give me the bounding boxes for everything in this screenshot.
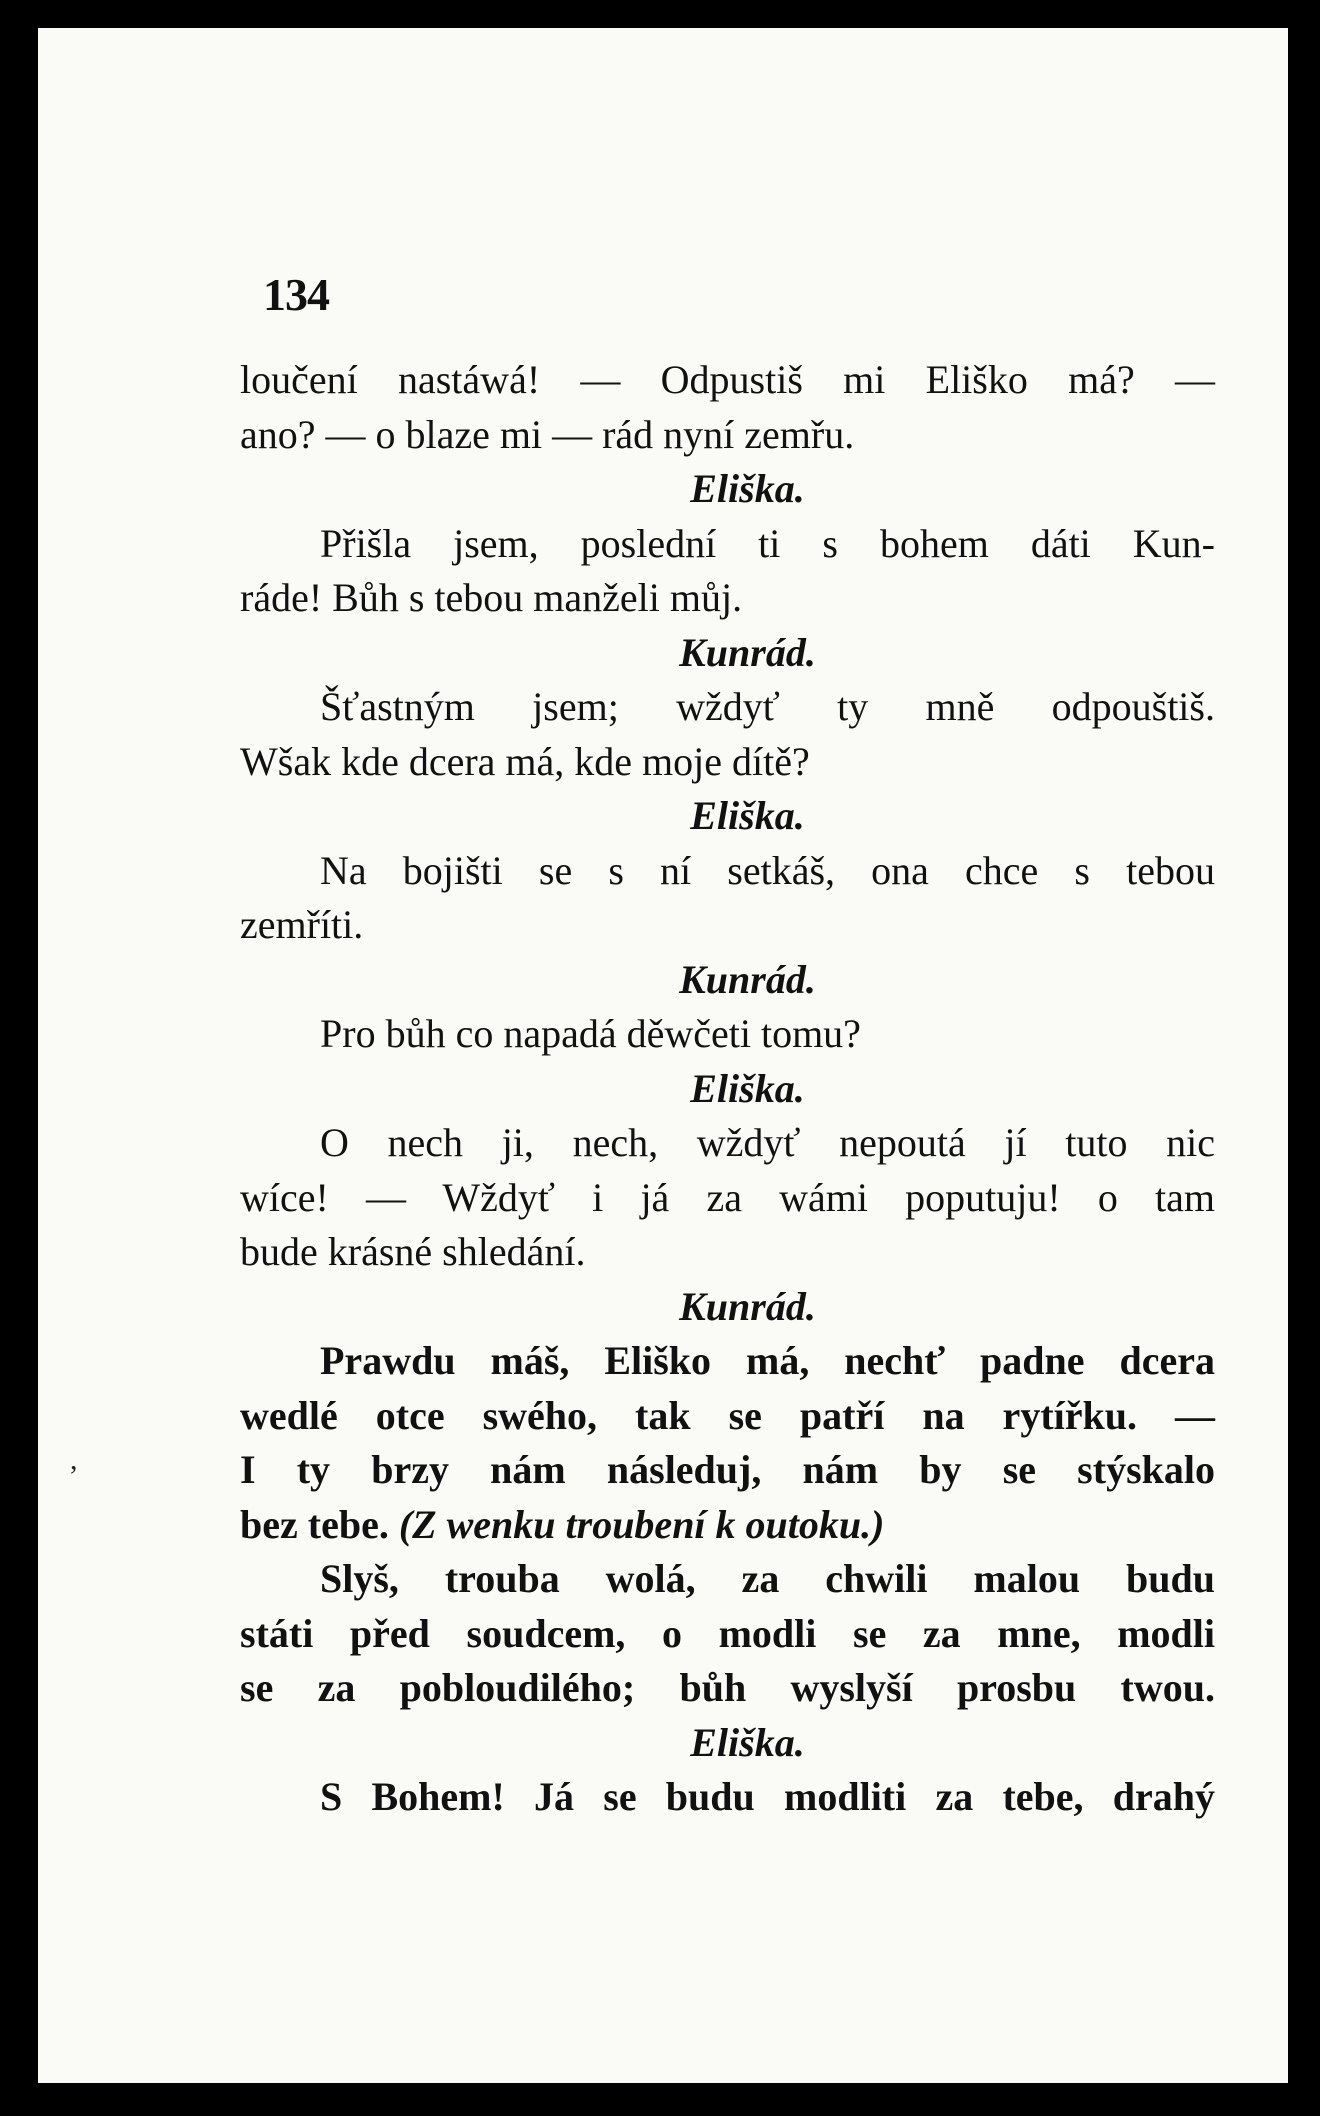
text-segment: bez tebe. xyxy=(240,1501,389,1547)
speaker-name: Kunrád. xyxy=(679,629,816,675)
text-line: I ty brzy nám následuj, nám by se stýskalo xyxy=(240,1447,1215,1492)
text-line: Wšak kde dcera má, kde moje dítě? xyxy=(240,738,810,784)
text-line: bude krásné shledání. xyxy=(240,1229,586,1274)
text-line xyxy=(240,1498,1215,1553)
text-line: Šťastným jsem; wždyť ty mně odpouštiš. xyxy=(320,684,1215,729)
page-text xyxy=(240,353,1215,1825)
text-line: S Bohem! Já se budu modliti za tebe, drahý xyxy=(320,1774,1215,1819)
speaker-name: Eliška. xyxy=(690,466,805,511)
text-line: Na bojišti se s ní setkáš, ona chce s tebou xyxy=(320,847,1215,893)
text-line: O nech ji, nech, wždyť nepoutá jí tuto nic xyxy=(320,1120,1215,1165)
text-line: ano? — o blaze mi — rád nyní zemřu. xyxy=(240,411,855,457)
speaker-name: Eliška. xyxy=(690,1065,805,1111)
text-line: ráde! Bůh s tebou manželi můj. xyxy=(240,575,743,620)
text-line: Prawdu máš, Eliško má, nechť padne dcera xyxy=(320,1338,1215,1383)
text-line: loučení nastáwá! — Odpustiš mi Eliško má? — xyxy=(240,357,1215,402)
text-line: Slyš, trouba wolá, za chwili malou budu xyxy=(320,1556,1215,1601)
text-line: Přišla jsem, poslední ti s bohem dáti Kun- xyxy=(320,520,1215,566)
book-page xyxy=(38,28,1288,2083)
page-number: 134 xyxy=(263,269,329,320)
speaker-name: Kunrád. xyxy=(679,1283,816,1329)
text-line: se za pobloudilého; bůh wyslyší prosbu twou. xyxy=(240,1665,1215,1710)
text-line: wedlé otce swého, tak se patří na rytířku. — xyxy=(240,1392,1215,1438)
stage-direction: (Z wenku troubení k outoku.) xyxy=(398,1501,885,1547)
text-line: státi před soudcem, o modli se za mne, modli xyxy=(240,1610,1215,1656)
text-line: wíce! — Wždyť i já za wámi poputuju! o tam xyxy=(240,1174,1215,1220)
text-line: zemříti. xyxy=(240,902,364,947)
speaker-name: Kunrád. xyxy=(679,956,816,1002)
speaker-name: Eliška. xyxy=(690,793,805,838)
speaker-name: Eliška. xyxy=(690,1719,805,1765)
margin-mark: , xyxy=(70,1443,78,1476)
text-line: Pro bůh co napadá děwčeti tomu? xyxy=(320,1011,861,1056)
